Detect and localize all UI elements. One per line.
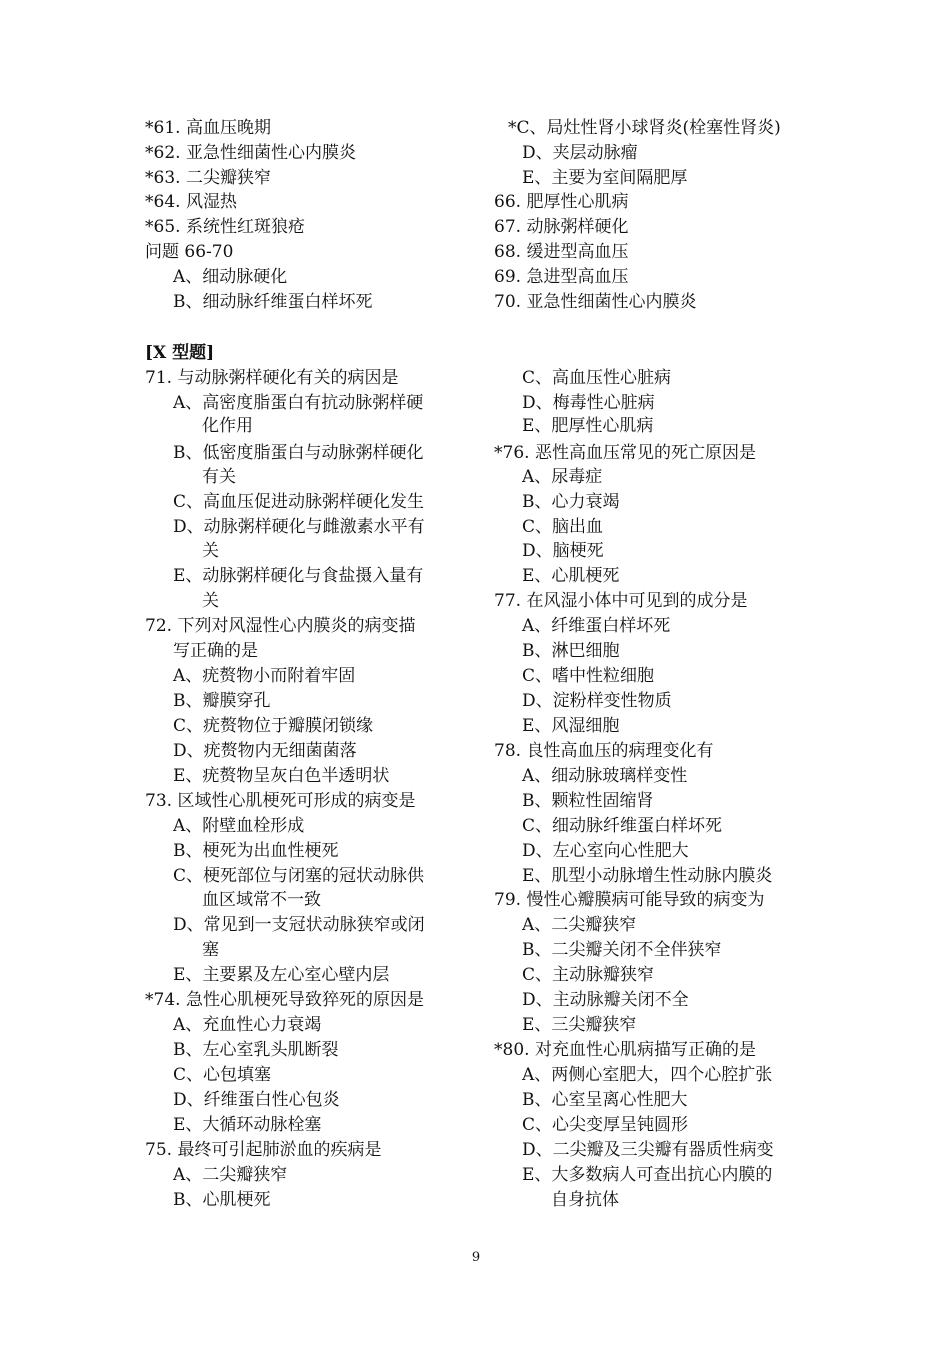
option-line: B、淋巴细胞 — [522, 641, 620, 661]
option-line: A、疣赘物小而附着牢固 — [173, 666, 356, 686]
option-line: A、两侧心室肥大，四个心腔扩张 — [522, 1065, 773, 1085]
option-line: C、主动脉瓣狭窄 — [522, 965, 655, 985]
option-line: D、淀粉样变性物质 — [522, 691, 672, 711]
option-line: D、夹层动脉瘤 — [522, 143, 638, 163]
option-continuation: 关 — [202, 541, 219, 561]
question-line: 78. 良性高血压的病理变化有 — [494, 741, 714, 761]
option-line: B、梗死为出血性梗死 — [173, 841, 339, 861]
option-continuation: 塞 — [202, 940, 219, 960]
question-line: 77. 在风湿小体中可见到的成分是 — [494, 591, 748, 611]
question-line: 69. 急进型高血压 — [494, 267, 629, 287]
option-line: D、左心室向心性肥大 — [522, 841, 689, 861]
option-line: E、大多数病人可查出抗心内膜的 — [522, 1165, 773, 1185]
question-line: 68. 缓进型高血压 — [494, 242, 629, 262]
option-line: E、三尖瓣狭窄 — [522, 1015, 637, 1035]
option-line: B、细动脉纤维蛋白样坏死 — [173, 292, 373, 312]
option-continuation: 有关 — [202, 467, 236, 487]
option-line: E、心肌梗死 — [522, 566, 620, 586]
option-line: B、二尖瓣关闭不全伴狭窄 — [522, 940, 722, 960]
option-continuation: 血区域常不一致 — [202, 890, 321, 910]
option-line: D、常见到一支冠状动脉狭窄或闭 — [173, 915, 425, 935]
question-line: 71. 与动脉粥样硬化有关的病因是 — [145, 368, 399, 388]
question-line: 70. 亚急性细菌性心内膜炎 — [494, 292, 697, 312]
option-line: A、纤维蛋白样坏死 — [522, 616, 671, 636]
option-line: E、风湿细胞 — [522, 716, 620, 736]
question-group-label: 问题 66-70 — [145, 242, 234, 262]
option-line: C、梗死部位与闭塞的冠状动脉供 — [173, 866, 425, 886]
option-line: C、细动脉纤维蛋白样坏死 — [522, 816, 723, 836]
option-line: A、二尖瓣狭窄 — [522, 915, 637, 935]
option-line: D、梅毒性心脏病 — [522, 393, 655, 413]
option-line: A、二尖瓣狭窄 — [173, 1165, 288, 1185]
option-line: B、左心室乳头肌断裂 — [173, 1040, 339, 1060]
option-line: C、心尖变厚呈钝圆形 — [522, 1115, 689, 1135]
question-line: *63. 二尖瓣狭窄 — [145, 168, 271, 188]
question-line: 72. 下列对风湿性心内膜炎的病变描 — [145, 616, 416, 636]
question-line: *74. 急性心肌梗死导致猝死的原因是 — [145, 990, 424, 1010]
option-line: A、充血性心力衰竭 — [173, 1015, 322, 1035]
option-line: E、动脉粥样硬化与食盐摄入量有 — [173, 566, 424, 586]
option-line: D、纤维蛋白性心包炎 — [173, 1090, 340, 1110]
option-line: E、大循环动脉栓塞 — [173, 1115, 322, 1135]
option-line: E、肥厚性心肌病 — [522, 416, 654, 436]
option-line: C、高血压性心脏病 — [522, 368, 672, 388]
question-line: 79. 慢性心瓣膜病可能导致的病变为 — [494, 890, 765, 910]
option-line: A、细动脉玻璃样变性 — [522, 766, 688, 786]
question-line: 75. 最终可引起肺淤血的疾病是 — [145, 1140, 382, 1160]
option-line: B、心室呈离心性肥大 — [522, 1090, 688, 1110]
option-line: C、疣赘物位于瓣膜闭锁缘 — [173, 716, 374, 736]
option-continuation: 关 — [202, 591, 219, 611]
option-line: D、二尖瓣及三尖瓣有器质性病变 — [522, 1140, 774, 1160]
option-line: E、主要为室间隔肥厚 — [522, 168, 688, 188]
option-line: C、高血压促进动脉粥样硬化发生 — [173, 492, 425, 512]
option-line: E、肌型小动脉增生性动脉内膜炎 — [522, 866, 773, 886]
option-line: D、疣赘物内无细菌菌落 — [173, 741, 357, 761]
question-line: *64. 风湿热 — [145, 192, 237, 212]
option-line: B、心肌梗死 — [173, 1190, 271, 1210]
option-line: A、高密度脂蛋白有抗动脉粥样硬 — [173, 393, 424, 413]
option-line: D、主动脉瓣关闭不全 — [522, 990, 689, 1010]
option-line: *C、局灶性肾小球肾炎(栓塞性肾炎) — [508, 118, 781, 138]
option-line: A、细动脉硬化 — [173, 267, 288, 287]
option-line: A、尿毒症 — [522, 467, 603, 487]
option-continuation: 自身抗体 — [551, 1190, 619, 1210]
question-line: 66. 肥厚性心肌病 — [494, 192, 629, 212]
option-line: B、低密度脂蛋白与动脉粥样硬化 — [173, 443, 424, 463]
option-line: B、心力衰竭 — [522, 492, 620, 512]
section-title: [X 型题] — [145, 343, 215, 363]
question-line: *76. 恶性高血压常见的死亡原因是 — [494, 443, 756, 463]
option-line: E、主要累及左心室心壁内层 — [173, 965, 390, 985]
question-line: *61. 高血压晚期 — [145, 118, 271, 138]
option-continuation: 化作用 — [202, 416, 253, 436]
question-line: *80. 对充血性心肌病描写正确的是 — [494, 1040, 756, 1060]
question-line: 73. 区域性心肌梗死可形成的病变是 — [145, 791, 416, 811]
option-line: A、附壁血栓形成 — [173, 816, 305, 836]
question-line: *65. 系统性红斑狼疮 — [145, 217, 305, 237]
option-line: B、颗粒性固缩肾 — [522, 791, 654, 811]
option-line: C、嗜中性粒细胞 — [522, 666, 655, 686]
question-line: 67. 动脉粥样硬化 — [494, 217, 629, 237]
option-line: D、动脉粥样硬化与雌激素水平有 — [173, 517, 425, 537]
option-line: C、心包填塞 — [173, 1065, 272, 1085]
option-line: C、脑出血 — [522, 517, 604, 537]
question-line: *62. 亚急性细菌性心内膜炎 — [145, 143, 356, 163]
option-line: B、瓣膜穿孔 — [173, 691, 271, 711]
option-line: D、脑梗死 — [522, 541, 604, 561]
page-number: 9 — [471, 1250, 481, 1265]
option-line: E、疣赘物呈灰白色半透明状 — [173, 766, 390, 786]
question-continuation: 写正确的是 — [173, 641, 258, 661]
